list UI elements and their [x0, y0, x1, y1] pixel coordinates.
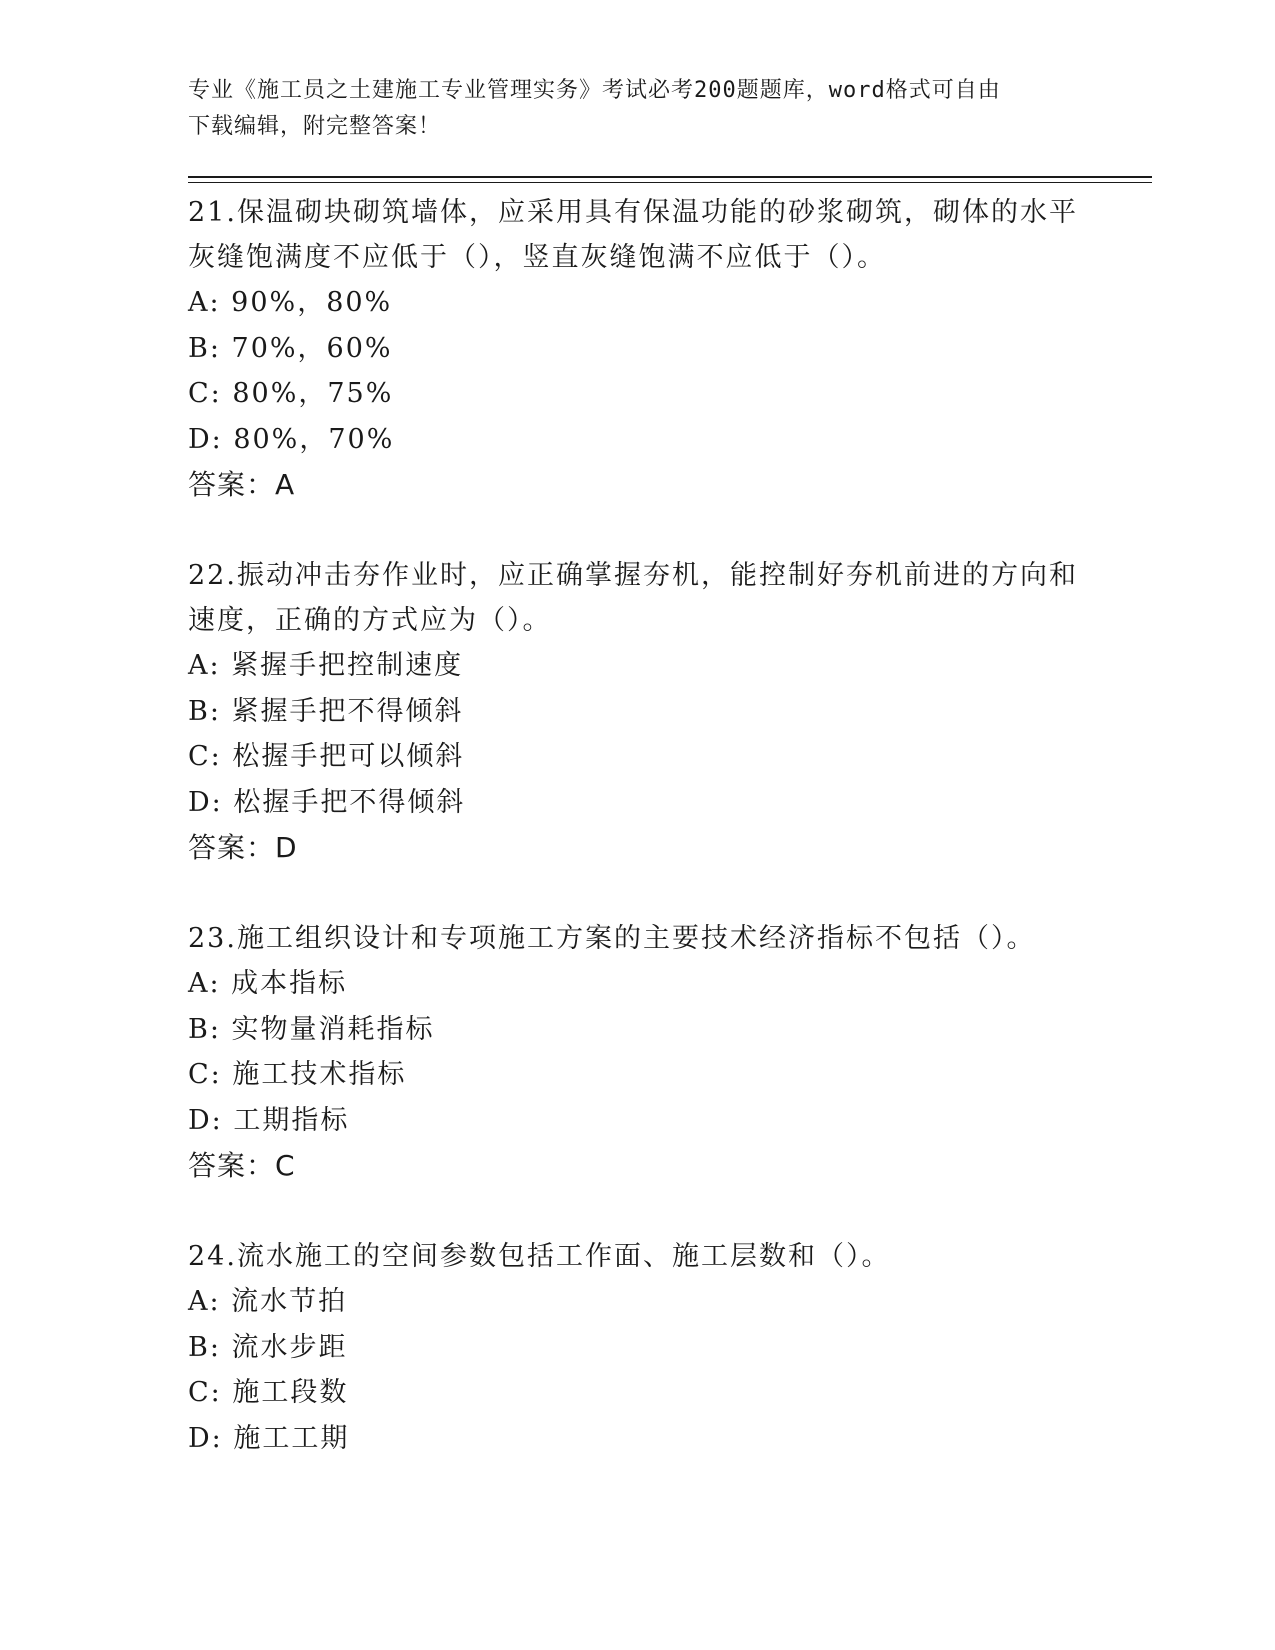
- option-d: D: 80%，70%: [188, 423, 395, 455]
- option-b: B: 紧握手把不得倾斜: [188, 695, 464, 727]
- header-line-2: 下载编辑，附完整答案！: [188, 114, 442, 139]
- question-stem-line: 速度，正确的方式应为（）。: [188, 605, 552, 636]
- option-c: C: 80%，75%: [188, 378, 394, 409]
- option-b: B: 流水步距: [188, 1331, 348, 1363]
- option-a: A: 90%，80%: [188, 287, 393, 318]
- question-stem-line: 23.施工组织设计和专项施工方案的主要技术经济指标不包括（）。: [188, 923, 1036, 954]
- option-c: C: 施工技术指标: [188, 1059, 407, 1090]
- spacer: [188, 507, 1088, 553]
- question-stem-line: 24.流水施工的空间参数包括工作面、施工层数和（）。: [188, 1241, 891, 1272]
- question-stem-line: 灰缝饱满度不应低于（），竖直灰缝饱满不应低于（）。: [188, 242, 886, 273]
- spacer: [188, 1188, 1088, 1234]
- option-b: B: 70%，60%: [188, 332, 393, 364]
- answer-label: 答案：D: [188, 831, 298, 864]
- header-line-1: 专业《施工员之土建施工专业管理实务》考试必考200题题库，word格式可自由: [188, 78, 1001, 103]
- question-23: [188, 916, 1088, 1188]
- option-c: C: 松握手把可以倾斜: [188, 741, 465, 772]
- answer-label: 答案：C: [188, 1149, 296, 1182]
- question-stem-line: 22.振动冲击夯作业时，应正确掌握夯机，能控制好夯机前进的方向和: [188, 560, 1078, 591]
- option-d: D: 施工工期: [188, 1422, 350, 1454]
- option-d: D: 松握手把不得倾斜: [188, 786, 466, 818]
- header-divider-thick: [188, 176, 1152, 178]
- question-21: [188, 190, 1088, 507]
- question-24: [188, 1234, 1088, 1461]
- question-stem-line: 21.保温砌块砌筑墙体，应采用具有保温功能的砂浆砌筑，砌体的水平: [188, 197, 1078, 228]
- option-a: A: 流水节拍: [188, 1286, 348, 1317]
- option-d: D: 工期指标: [188, 1104, 350, 1136]
- question-22: [188, 553, 1088, 870]
- header-divider-thin: [188, 182, 1152, 183]
- question-list: [188, 190, 1088, 1461]
- option-b: B: 实物量消耗指标: [188, 1013, 435, 1045]
- option-c: C: 施工段数: [188, 1377, 349, 1408]
- document-header: [188, 73, 1068, 145]
- spacer: [188, 870, 1088, 916]
- option-a: A: 成本指标: [188, 968, 348, 999]
- answer-label: 答案：A: [188, 468, 296, 501]
- option-a: A: 紧握手把控制速度: [188, 650, 464, 681]
